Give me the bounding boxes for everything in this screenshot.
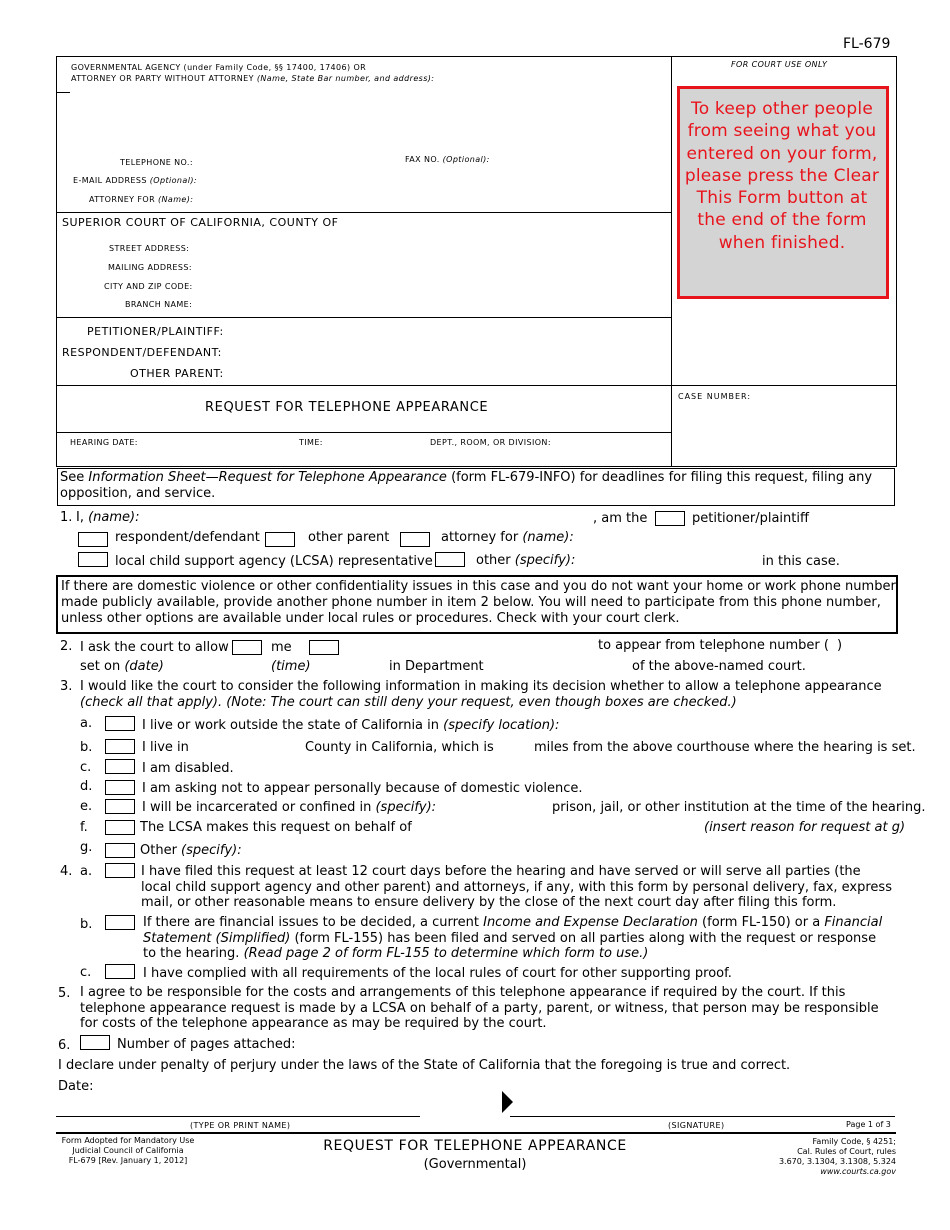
item3-b-letter: b.	[80, 740, 93, 755]
item4-b-italic2: Financial Statement (Simplified)	[143, 915, 883, 946]
footer-ref-line2: Cal. Rules of Court, rules	[797, 1147, 896, 1156]
footer-adopted-line3: FL-679 [Rev. January 1, 2012]	[68, 1156, 188, 1165]
respondent-checkbox[interactable]	[78, 532, 108, 547]
item3-b-text3: miles from the above courthouse where the hearing is set.	[534, 740, 916, 755]
item4-b-text2: (form FL-150) or a	[697, 915, 825, 930]
item3-a-text: I live or work outside the state of California in	[142, 718, 444, 733]
item4-b-text1: If there are financial issues to be decided, a current	[143, 915, 484, 930]
item3-b-text2: County in California, which is	[305, 740, 494, 755]
item3-e-text: I will be incarcerated or confined in	[142, 800, 376, 815]
item3-a-italic: (specify location):	[443, 718, 560, 733]
item2-checkbox-1[interactable]	[232, 640, 262, 655]
in-this-case-label: in this case.	[762, 554, 840, 569]
footer-title: REQUEST FOR TELEPHONE APPEARANCE	[323, 1138, 627, 1154]
item3-intro-italic: (check all that apply). (Note: The court can still deny your request, even though boxes are checked.)	[80, 694, 737, 710]
item2-appear: to appear from telephone number (	[598, 638, 829, 653]
item6-text: Number of pages attached:	[117, 1037, 296, 1052]
branch-label: BRANCH NAME:	[125, 300, 193, 309]
item2-in-department: in Department	[389, 659, 484, 674]
item3-d-text: I am asking not to appear personally because of domestic violence.	[142, 781, 583, 796]
item4-number: 4.	[60, 864, 73, 879]
item2-date: (date)	[124, 659, 164, 674]
item3-e-checkbox[interactable]	[105, 799, 135, 814]
lcsa-option-label: local child support agency (LCSA) representative	[115, 554, 433, 569]
item3-b-checkbox[interactable]	[105, 739, 135, 754]
footer-adopted-line1: Form Adopted for Mandatory Use	[61, 1136, 195, 1145]
other-role-checkbox[interactable]	[435, 552, 465, 567]
footer-adopted-line2: Judicial Council of California	[72, 1146, 184, 1155]
respondent-option-label: respondent/defendant	[115, 530, 260, 545]
dept-label: DEPT., ROOM, OR DIVISION:	[430, 438, 551, 447]
fax-label-italic: (Optional):	[442, 155, 490, 164]
item2-time: (time)	[271, 659, 311, 674]
fax-label: FAX NO.	[405, 155, 443, 164]
item3-f-letter: f.	[80, 820, 88, 835]
item3-c-text: I am disabled.	[142, 761, 234, 776]
item3-f-text: The LCSA makes this request on behalf of	[140, 820, 412, 835]
lcsa-checkbox[interactable]	[78, 552, 108, 567]
court-use-label: FOR COURT USE ONLY	[731, 60, 828, 69]
item3-a-checkbox[interactable]	[105, 716, 135, 731]
item2-me: me	[271, 640, 292, 655]
item2-checkbox-2[interactable]	[309, 640, 339, 655]
date-label: Date:	[58, 1079, 94, 1094]
item1-name-label: (name):	[88, 510, 140, 525]
item5-number: 5.	[58, 986, 71, 1001]
item1-i-label: I,	[76, 510, 89, 525]
item3-g-checkbox[interactable]	[105, 843, 135, 858]
form-number: FL-679	[843, 36, 891, 52]
item4-b-letter: b.	[80, 917, 93, 932]
street-label: STREET ADDRESS:	[109, 244, 190, 253]
item4-a-letter: a.	[80, 864, 93, 879]
item4-a-checkbox[interactable]	[105, 863, 135, 878]
case-number-label: CASE NUMBER:	[678, 392, 752, 401]
attorney-for-label-italic: (Name):	[158, 195, 194, 204]
attorney-for-label: ATTORNEY FOR	[89, 195, 159, 204]
item3-f-checkbox[interactable]	[105, 820, 135, 835]
item1-number: 1.	[60, 510, 73, 525]
item4-c-text: I have complied with all requirements of the local rules of court for other supporting proof.	[143, 966, 732, 981]
item2-set-on: set on	[80, 659, 125, 674]
item4-b-italic3: (Read page 2 of form FL-155 to determine which form to use.)	[243, 946, 649, 961]
item2-number: 2.	[60, 639, 73, 654]
item3-c-checkbox[interactable]	[105, 759, 135, 774]
item4-b-text3: (form FL-155) has been filed and served on all parties along with the request or response to the hearing.	[143, 930, 877, 961]
item3-d-checkbox[interactable]	[105, 780, 135, 795]
info-sheet-title: Information Sheet—Request for Telephone Appearance	[88, 470, 447, 485]
mailing-label: MAILING ADDRESS:	[108, 263, 192, 272]
petitioner-label: PETITIONER/PLAINTIFF:	[87, 325, 224, 338]
agency-label: GOVERNMENTAL AGENCY (under Family Code, §§ 17400, 17406) OR	[71, 63, 367, 72]
item4-c-checkbox[interactable]	[105, 964, 135, 979]
respondent-label: RESPONDENT/DEFENDANT:	[62, 346, 222, 359]
item3-f-italic: (insert reason for request at g)	[704, 820, 906, 835]
clear-form-notice-text: To keep other people from seeing what you entered on your form, please press the Clear This Form button at the end of the form when finished.	[684, 99, 880, 253]
other-role-specify: (specify):	[514, 553, 576, 568]
item2-paren-close: )	[837, 638, 843, 653]
item3-e-text2: prison, jail, or other institution at the time of the hearing.	[552, 800, 926, 815]
info-rest: (form FL-679-INFO) for deadlines for filing this request, filing any opposition, and service.	[60, 470, 873, 501]
attorney-for-option-label: attorney for	[441, 530, 523, 545]
dv-notice-text: If there are domestic violence or other confidentiality issues in this case and you do not want your home or work phone number made publicly available, provide another phone number in item 2 below. You will need to participate from this phone number, unless other options are available under local rules or procedures. Check with your court clerk.	[61, 579, 896, 626]
item3-e-italic: (specify):	[375, 800, 437, 815]
item4-b-checkbox[interactable]	[105, 915, 135, 930]
court-title: SUPERIOR COURT OF CALIFORNIA, COUNTY OF	[62, 216, 339, 229]
item6-checkbox[interactable]	[80, 1035, 110, 1050]
signature-label: (SIGNATURE)	[668, 1121, 725, 1130]
item3-g-italic: (specify):	[181, 843, 242, 858]
other-role-label: other	[476, 553, 515, 568]
attorney-for-checkbox[interactable]	[400, 532, 430, 547]
item6-number: 6.	[58, 1038, 71, 1053]
item3-g-letter: g.	[80, 840, 93, 855]
item3-b-text1: I live in	[142, 740, 189, 755]
hearing-date-label: HEARING DATE:	[70, 438, 138, 447]
item3-d-letter: d.	[80, 779, 93, 794]
time-label: TIME:	[299, 438, 323, 447]
footer-subtitle: (Governmental)	[423, 1157, 527, 1172]
item3-a-letter: a.	[80, 716, 93, 731]
item4-c-letter: c.	[80, 965, 92, 980]
footer-ref-line3: 3.670, 3.1304, 3.1308, 5.324	[778, 1157, 896, 1166]
signature-arrow-icon	[502, 1091, 513, 1113]
item2-court: of the above-named court.	[632, 659, 806, 674]
item1-am-the: , am the	[593, 511, 648, 526]
email-label-italic: (Optional):	[149, 176, 197, 185]
other-parent-label: OTHER PARENT:	[130, 367, 224, 380]
footer-ref-line1: Family Code, § 4251;	[812, 1137, 896, 1146]
petitioner-option-label: petitioner/plaintiff	[692, 511, 809, 526]
attorney-label: ATTORNEY OR PARTY WITHOUT ATTORNEY	[71, 74, 257, 83]
item4-b-italic1: Income and Expense Declaration	[483, 915, 698, 930]
info-see: See	[60, 470, 89, 485]
item4-a-text: I have filed this request at least 12 court days before the hearing and have served or will serve all parties (the local child support agency and other parent) and attorneys, if any, with this form by personal delivery, fax, express mail, or other reasonable means to ensure delivery by the close of the next court day after filing this form.	[141, 864, 892, 910]
attorney-label-italic: (Name, State Bar number, and address):	[256, 74, 435, 83]
attorney-for-name-label: (name):	[522, 530, 574, 545]
other-parent-option-label: other parent	[308, 530, 390, 545]
petitioner-checkbox[interactable]	[655, 511, 685, 526]
item3-g-text: Other	[140, 843, 182, 858]
telephone-label: TELEPHONE NO.:	[120, 158, 193, 167]
item2-ask: I ask the court to allow	[80, 640, 229, 655]
item3-number: 3.	[60, 679, 73, 694]
email-label: E-MAIL ADDRESS	[73, 176, 150, 185]
declaration-text: I declare under penalty of perjury under the laws of the State of California that the foregoing is true and correct.	[58, 1058, 791, 1073]
type-name-label: (TYPE OR PRINT NAME)	[190, 1121, 291, 1130]
city-label: CITY AND ZIP CODE:	[104, 282, 193, 291]
footer-website-link[interactable]: www.courts.ca.gov	[820, 1167, 896, 1176]
page-number: Page 1 of 3	[846, 1120, 891, 1129]
item5-text: I agree to be responsible for the costs and arrangements of this telephone appearance if required by the court. If this telephone appearance request is made by a LCSA on behalf of a party, parent, or witness, that person may be responsible for costs of the telephone appearance as may be required by the court.	[80, 985, 879, 1031]
caption-form-title: REQUEST FOR TELEPHONE APPEARANCE	[205, 400, 489, 415]
item3-c-letter: c.	[80, 760, 92, 775]
item3-e-letter: e.	[80, 799, 93, 814]
other-parent-checkbox[interactable]	[265, 532, 295, 547]
item3-intro: I would like the court to consider the following information in making its decision whether to allow a telephone appearance	[80, 679, 882, 694]
